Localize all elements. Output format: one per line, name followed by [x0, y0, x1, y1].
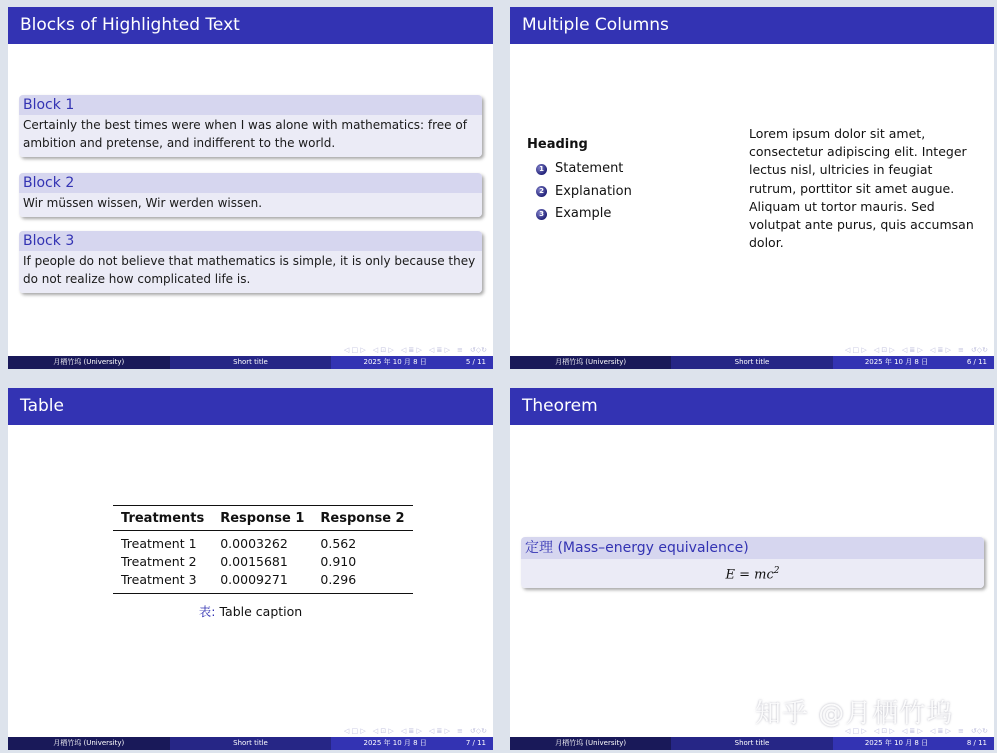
- nav-frame-icon[interactable]: ◁ ⊡ ▷: [372, 727, 394, 735]
- footer-date: 2025 年 10 月 8 日: [363, 358, 427, 366]
- table-header-cell: Response 1: [220, 511, 305, 526]
- table-cell: Treatment 3: [121, 572, 197, 587]
- column-paragraph: Lorem ipsum dolor sit amet, consectetur adipiscing elit. Integer lectus nisl, ultricies in feugiat rutrum, porttitor sit amet augue. Aliquam ut tortor mauris. Sed volutpat ante purus, quis accumsan dolor.: [749, 126, 974, 251]
- column-heading: Heading: [527, 137, 588, 152]
- nav-search-icon[interactable]: ↺◇↻: [469, 346, 487, 354]
- footer-short-title: Short title: [671, 356, 833, 369]
- footer-date-page: [331, 737, 493, 750]
- nav-doc-icon[interactable]: ≡: [958, 346, 964, 354]
- nav-frame-icon[interactable]: ◁ ⊡ ▷: [873, 346, 895, 354]
- data-table: [113, 505, 413, 594]
- block-body: Certainly the best times were when I was alone with mathematics: free of ambition and pretense, and indifferent to the world.: [19, 115, 482, 157]
- nav-doc-icon[interactable]: ≡: [457, 346, 463, 354]
- nav-search-icon[interactable]: ↺◇↻: [469, 727, 487, 735]
- nav-frame-icon[interactable]: ◁ ⊡ ▷: [372, 346, 394, 354]
- numbered-ball-icon: 1: [536, 164, 547, 175]
- caption-label: 表:: [198, 604, 216, 619]
- nav-subsection-icon[interactable]: ◁ ≣ ▷: [901, 346, 923, 354]
- nav-doc-icon[interactable]: ≡: [457, 727, 463, 735]
- theorem-name: (Mass–energy equivalence): [557, 540, 749, 556]
- table-header-cell: Response 2: [320, 511, 405, 526]
- nav-subsection-icon[interactable]: ◁ ≣ ▷: [901, 727, 923, 735]
- table-cell: 0.0003262: [220, 536, 288, 551]
- slide-blocks: [8, 7, 493, 369]
- block-2: [19, 173, 482, 217]
- theorem-label: 定理: [525, 540, 553, 556]
- table-row: [113, 571, 413, 594]
- footline: [8, 737, 493, 750]
- table-cell: Treatment 1: [121, 536, 197, 551]
- frame-title: Table: [8, 388, 493, 425]
- caption-text: Table caption: [219, 604, 303, 619]
- list-item: [536, 203, 632, 226]
- slide-columns: [510, 7, 994, 369]
- footer-date: 2025 年 10 月 8 日: [864, 358, 929, 366]
- footer-date: 2025 年 10 月 8 日: [363, 739, 427, 747]
- block-1: [19, 95, 482, 157]
- footer-short-title: Short title: [170, 737, 332, 750]
- table-row: [113, 553, 413, 571]
- slide-table: [8, 388, 493, 750]
- nav-slide-icon[interactable]: ◁ □ ▷: [343, 346, 366, 354]
- theorem-title: [521, 537, 984, 559]
- frame-title: Blocks of Highlighted Text: [8, 7, 493, 44]
- nav-section-icon[interactable]: ◁ ≣ ▷: [428, 346, 450, 354]
- nav-section-icon[interactable]: ◁ ≣ ▷: [428, 727, 450, 735]
- footline: [510, 356, 994, 369]
- navigation-symbols[interactable]: [845, 346, 988, 354]
- footer-date-page: [331, 356, 493, 369]
- block-title: Block 3: [19, 231, 482, 251]
- theorem-equation: [521, 559, 984, 588]
- table-cell: Treatment 2: [121, 554, 197, 569]
- list-item-label: Example: [555, 206, 612, 222]
- nav-slide-icon[interactable]: ◁ □ ▷: [343, 727, 366, 735]
- nav-subsection-icon[interactable]: ◁ ≣ ▷: [400, 346, 422, 354]
- footer-page: 7 / 11: [465, 739, 486, 747]
- frame-title: Theorem: [510, 388, 994, 425]
- block-title: Block 1: [19, 95, 482, 115]
- list-item: [536, 181, 632, 204]
- block-3: [19, 231, 482, 293]
- enumerate-list: [536, 158, 632, 226]
- footer-page: 5 / 11: [465, 358, 486, 366]
- footer-short-title: Short title: [170, 356, 332, 369]
- table-cell: 0.0015681: [220, 554, 288, 569]
- footline: [510, 737, 994, 750]
- footer-date-page: [833, 737, 994, 750]
- watermark: 知乎 @月栖竹坞: [755, 699, 954, 729]
- nav-subsection-icon[interactable]: ◁ ≣ ▷: [400, 727, 422, 735]
- nav-search-icon[interactable]: ↺◇↻: [970, 346, 988, 354]
- equation-text: E = mc: [725, 567, 774, 583]
- footer-author: 月栖竹坞 (University): [510, 737, 671, 750]
- nav-section-icon[interactable]: ◁ ≣ ▷: [929, 346, 951, 354]
- numbered-ball-icon: 3: [536, 209, 547, 220]
- navigation-symbols[interactable]: [344, 346, 487, 354]
- table-cell: 0.296: [320, 572, 357, 587]
- nav-section-icon[interactable]: ◁ ≣ ▷: [929, 727, 951, 735]
- nav-doc-icon[interactable]: ≡: [958, 727, 964, 735]
- footer-author: 月栖竹坞 (University): [8, 356, 170, 369]
- nav-search-icon[interactable]: ↺◇↻: [970, 727, 988, 735]
- table-cell: 0.910: [320, 554, 357, 569]
- navigation-symbols[interactable]: [344, 727, 487, 735]
- footer-page: 8 / 11: [966, 739, 987, 747]
- equation-exponent: 2: [773, 566, 780, 576]
- frame-title: Multiple Columns: [510, 7, 994, 44]
- footline: [8, 356, 493, 369]
- numbered-ball-icon: 2: [536, 186, 547, 197]
- nav-frame-icon[interactable]: ◁ ⊡ ▷: [873, 727, 895, 735]
- footer-date: 2025 年 10 月 8 日: [864, 739, 929, 747]
- footer-short-title: Short title: [671, 737, 833, 750]
- nav-slide-icon[interactable]: ◁ □ ▷: [844, 346, 867, 354]
- table-row: [113, 531, 413, 554]
- block-body: Wir müssen wissen, Wir werden wissen.: [19, 193, 482, 217]
- list-item: [536, 158, 632, 181]
- footer-author: 月栖竹坞 (University): [8, 737, 170, 750]
- list-item-label: Statement: [555, 161, 624, 177]
- block-body: If people do not believe that mathematics is simple, it is only because they do not realize how complicated life is.: [19, 251, 482, 293]
- block-title: Block 2: [19, 173, 482, 193]
- footer-author: 月栖竹坞 (University): [510, 356, 671, 369]
- nav-slide-icon[interactable]: ◁ □ ▷: [844, 727, 867, 735]
- table-header-cell: Treatments: [121, 511, 205, 526]
- table-caption: [8, 602, 493, 620]
- footer-date-page: [833, 356, 994, 369]
- footer-page: 6 / 11: [966, 358, 987, 366]
- theorem-block: [521, 537, 984, 588]
- table-cell: 0.562: [320, 536, 357, 551]
- table-cell: 0.0009271: [220, 572, 288, 587]
- list-item-label: Explanation: [555, 183, 632, 199]
- table-header-row: [113, 506, 413, 531]
